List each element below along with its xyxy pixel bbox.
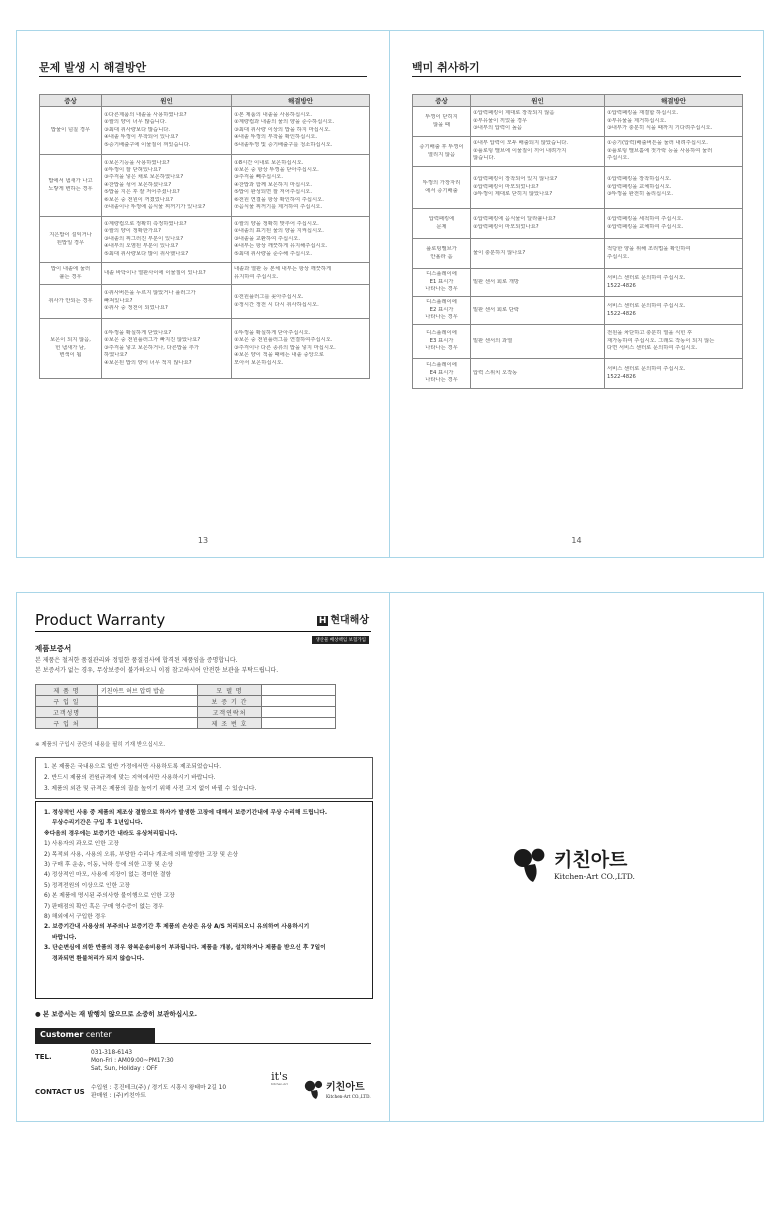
customer-contact-value[interactable]	[262, 707, 336, 718]
serial-number-label: 제 조 번 호	[198, 718, 262, 729]
cell-line: 밥이 내솥에 눌러	[50, 266, 91, 273]
cell-line: ③내부의 압력이 높음	[473, 125, 523, 132]
symptom-cell	[40, 285, 102, 319]
cell-line: ⑤증기배출구에 이물질이 껴있습니다.	[104, 141, 191, 148]
warranty-page	[16, 592, 390, 1122]
svg-text:키친아트: 키친아트	[554, 849, 628, 871]
solution-cell	[605, 239, 743, 269]
paid-case: 4) 정상적인 마모, 사용에 지장이 없는 경미한 결함	[44, 872, 172, 879]
cell-line: ⑤최대 취사량보다 많이 취사했나요?	[104, 250, 189, 257]
cell-line: ②보온 중 전원플러그를 연결하여주십시오.	[234, 337, 333, 344]
its-logo: it's Kitchen-Art	[271, 1070, 288, 1086]
warranty-intro	[35, 656, 278, 676]
cell-line: ①내부 압력이 모두 배출되지 않았습니다.	[473, 140, 569, 147]
cell-line: 밥에서 냄새가 나고	[48, 178, 93, 185]
table-row	[413, 137, 743, 167]
cell-line: ①증기(압력)배출버튼을 눌러 내려주십시오.	[607, 140, 708, 147]
cell-line: ②취사 중 정전이 되었나요?	[104, 305, 168, 312]
cell-line: ⑥전원 연결을 항상 확인하여 주십시오.	[234, 196, 324, 203]
cause-cell	[471, 107, 605, 137]
warranty-title: Product Warranty	[35, 611, 166, 629]
customer-name-label: 고객성명	[36, 707, 98, 718]
page-number: 13	[197, 536, 209, 545]
cell-line: 변색이 됨	[59, 352, 82, 359]
cell-line: ①계량컵으로 정확히 측정하였나요?	[104, 220, 187, 227]
troubleshoot-table-14	[412, 94, 743, 389]
kitchen-art-logo	[512, 843, 652, 889]
solution-cell	[605, 167, 743, 209]
cell-line: E3 표시가	[429, 337, 454, 344]
cell-line: 디스플레이에	[426, 330, 457, 337]
cause-cell	[471, 325, 605, 359]
insurer-subtitle: 생산물 배상책임 보험가입	[312, 636, 369, 644]
cell-line: ③주걱이나 다른 종류의 밥을 넣지 마십시오.	[234, 344, 336, 351]
warranty-terms-box	[35, 801, 373, 999]
cell-line: 서비스 센터로 문의하여 주십시오.	[607, 366, 686, 373]
table-row	[413, 107, 743, 137]
product-name-label: 제 품 명	[36, 685, 98, 696]
cell-line: ②압력패킹을 교체하여 주십시오.	[607, 223, 684, 230]
cell-line: ④찬밥을 섞어 보온하셨나요?	[104, 181, 172, 188]
purchase-date-label: 구 입 일	[36, 696, 98, 707]
table-row	[40, 217, 370, 263]
cell-line: ②부유물을 제거하십시오.	[607, 117, 667, 124]
cell-line: 취사가 안되는 경우	[48, 297, 93, 304]
cell-line: 디스플레이에	[426, 271, 457, 278]
cell-line: 뚜껑의 가장자리	[422, 180, 461, 187]
solution-cell	[232, 107, 370, 155]
cause-cell	[471, 359, 605, 389]
solution-cell	[232, 217, 370, 263]
model-name-value[interactable]	[262, 685, 336, 696]
solution-cell	[605, 209, 743, 239]
cell-line: 다면 서비스 센터로 문의하여 주십시오.	[607, 345, 698, 352]
page-title: 백미 취사하기	[412, 61, 480, 74]
cell-line: ⑤내솥뚜껑 및 증기배출구를 청소하십시오.	[234, 141, 333, 148]
symptom-cell	[40, 319, 102, 379]
notice-item: 2. 반드시 제품의 전원규격에 맞는 지역에서만 사용하시기 바랍니다.	[44, 775, 216, 781]
cell-line: ④찬밥과 함께 보온하지 마십시오.	[234, 181, 313, 188]
header-symptom: 증상	[40, 95, 102, 107]
title-divider	[412, 76, 741, 77]
cell-line: ①취사버튼을 누르지 않았거나 플러그가	[104, 290, 196, 297]
cell-line: 밑판 센서 회로 단락	[473, 306, 519, 313]
cause-cell	[471, 137, 605, 167]
intro-line: 본 제품은 철저한 품질관리와 정밀한 품질검사에 합격된 제품임을 증명합니다.	[35, 657, 238, 664]
cell-line: 전원을 차단하고 충분히 열을 식힌 후	[607, 330, 693, 337]
cell-line: ②계량컵과 내솥의 물의 양을 준수하십시오.	[234, 119, 335, 126]
cell-line: ①본 제품의 내솥을 사용하십시오.	[234, 111, 313, 118]
cell-line: 밥물이 넘칠 경우	[50, 126, 91, 133]
cell-line: 주십시오.	[607, 155, 630, 162]
customer-name-value[interactable]	[98, 707, 198, 718]
paid-case: 2) 목적외 사용, 사용의 오류, 부당한 수리나 개조에 의해 발생한 고장 및 손상	[44, 851, 239, 858]
symptom-cell	[413, 359, 471, 389]
cell-line: 빠져있나요?	[104, 297, 133, 304]
cell-line: 문제	[436, 223, 447, 230]
notice-item: 3. 제품의 외관 및 규격은 제품의 질을 높이기 위해 사전 고지 없이 바뀔 수 있습니다.	[44, 786, 257, 792]
cell-line: ①압력패킹에 음식물이 달라붙나요?	[473, 216, 556, 223]
importer-line: 수입원 : 홍진테크(주) / 경기도 시흥시 왕태마 2길 10	[91, 1085, 227, 1091]
cell-line: E4 표시가	[429, 369, 454, 376]
insurer-logo	[312, 611, 369, 645]
cell-line: ⑦내솥이나 뚜껑에 음식물 찌꺼기가 있나요?	[104, 204, 206, 211]
cell-line: ④내솥 뚜껑이 부착되어 있나요?	[104, 134, 179, 141]
cc-divider	[35, 1043, 371, 1044]
cell-line: ①압력패킹이 장착되어 있지 않나요?	[473, 176, 558, 183]
symptom-cell	[413, 167, 471, 209]
symptom-cell	[413, 107, 471, 137]
manual-page-14	[390, 30, 764, 558]
cell-line: E1 표시가	[429, 278, 454, 285]
cell-line: ③뚜껑을 완전히 돌리십시오.	[607, 191, 674, 198]
kitchen-art-logo-small	[303, 1077, 379, 1105]
table-row	[413, 167, 743, 209]
cell-line: ④내부는 항상 깨끗하게 유지해주십시오.	[234, 243, 328, 250]
cause-cell	[102, 217, 232, 263]
cause-cell	[102, 263, 232, 285]
cause-cell	[471, 297, 605, 325]
cell-line: 압력패킹에	[428, 216, 455, 223]
cell-line: ④내부의 오염된 부분이 있나요?	[104, 243, 179, 250]
table-row	[40, 263, 370, 285]
cell-line: 모아서 보온하십시오.	[234, 359, 284, 366]
cc-bold: Customer	[40, 1030, 84, 1039]
cell-line: ⑥보온 중 전원이 꺼졌었나요?	[104, 196, 173, 203]
tel-offdays: Sat, Sun, Holiday : OFF	[91, 1065, 158, 1072]
keep-note: ● 본 보증서는 재 발행치 않으므로 소중히 보관하십시오.	[35, 1010, 198, 1018]
cell-line: ②부유물이 끼었을 경우	[473, 117, 528, 124]
cell-line: ③주걱을 넣고 보온하거나, 다른밥을 추가	[104, 344, 200, 351]
warranty-period-value[interactable]	[262, 696, 336, 707]
header-solution: 해결방안	[605, 95, 743, 107]
tel-hours: Mon-Fri : AM09:00~PM17:30	[91, 1057, 174, 1064]
symptom-cell	[413, 137, 471, 167]
cell-line: 물이 충분하지 않나요?	[473, 249, 526, 256]
cell-line: 나타나는 경우	[425, 377, 458, 384]
table-row	[413, 239, 743, 269]
fill-in-note: ※ 제품의 구입시 공란의 내용을 필히 기재 받으십시오.	[35, 742, 166, 748]
table-row	[413, 209, 743, 239]
tel-number[interactable]: 031-318-6143	[91, 1050, 133, 1056]
cause-cell	[471, 269, 605, 297]
cell-line: 하였나요?	[104, 352, 128, 359]
cell-line: 주십시오.	[607, 253, 630, 260]
cell-line: ①압력패킹을 장착하십시오.	[607, 176, 672, 183]
cell-line: ④보온 양이 적을 때에는 내솥 중앙으로	[234, 352, 324, 359]
cell-line: ②플로팅 밸브홀에 젓가락 등을 사용하여 눌러	[607, 147, 713, 154]
solution-cell	[605, 137, 743, 167]
table-row	[413, 325, 743, 359]
cell-line: 지은밥이 설익거나	[49, 232, 92, 239]
store-label: 구 입 처	[36, 718, 98, 729]
warranty-period-label: 보 증 기 간	[198, 696, 262, 707]
cell-line: ②쌀의 양이 너무 많습니다.	[104, 119, 167, 126]
purchase-date-value[interactable]	[98, 696, 198, 707]
title-divider	[35, 631, 371, 632]
table-row	[40, 155, 370, 217]
insurer-mark: H	[318, 616, 327, 626]
cell-line: 에서 증기배출	[425, 187, 458, 194]
cause-cell	[471, 209, 605, 239]
cell-line: 증기배출 후 뚜껑이	[419, 144, 464, 151]
symptom-cell	[40, 107, 102, 155]
table-row	[413, 269, 743, 297]
cell-line: ⑤밥을 지은 후 잘 저어주셨나요?	[104, 189, 180, 196]
symptom-cell	[413, 209, 471, 239]
cell-line: ②플로팅 밸브에 이물질이 끼어 내려가지	[473, 147, 567, 154]
cell-line: 붙는 경우	[59, 273, 82, 280]
symptom-cell	[40, 217, 102, 263]
paid-case: 5) 정격전원의 이상으로 인한 고장	[44, 882, 131, 889]
cell-line: ①압력패킹을 재결합 하십시오.	[607, 110, 679, 117]
cell-line: ⑦음식물 찌꺼기를 제거하여 주십시오.	[234, 204, 323, 211]
back-cover-page	[390, 592, 764, 1122]
insurer-name: 현대해상	[330, 615, 369, 626]
cell-line: 안올라 옴	[430, 253, 453, 260]
table-row	[40, 107, 370, 155]
cause-cell	[471, 167, 605, 209]
manual-page-13	[16, 30, 390, 558]
term-2-cont: 바랍니다.	[52, 934, 77, 941]
solution-cell	[605, 107, 743, 137]
cell-line: 내솥 바닥이나 열판사이에 이물질이 있나요?	[104, 269, 206, 276]
cell-line: ②압력패킹이 마모되었나요?	[473, 183, 539, 190]
header-solution: 해결방안	[232, 95, 370, 107]
solution-cell	[605, 297, 743, 325]
symptom-cell	[40, 155, 102, 217]
cell-line: 재가동하여 주십시오. 그래도 작동이 되지 않는	[607, 337, 715, 344]
cell-line: ②정시간 정전 시 다시 취사하십시오.	[234, 301, 319, 308]
cell-line: 유지하여 주십시오.	[234, 273, 279, 280]
cell-line: 보온이 되지 않음,	[50, 337, 91, 344]
cell-line: ①보온기능을 사용하였나요?	[104, 159, 170, 166]
symptom-cell	[413, 325, 471, 359]
cause-cell	[102, 285, 232, 319]
table-row	[413, 359, 743, 389]
cell-line: ③최대 취사량 이상의 밥을 하지 마십시오.	[234, 126, 331, 133]
warranty-subtitle: 제품보증서	[35, 644, 72, 653]
cell-line: 플로팅밸브가	[426, 246, 457, 253]
paid-case: 7) 판매점의 확인 혹은 구매 영수증이 없는 경우	[44, 903, 164, 910]
cell-line: ①압력패킹을 세척하여 주십시오.	[607, 216, 684, 223]
cell-line: 나타나는 경우	[425, 314, 458, 321]
contact-info	[91, 1085, 226, 1101]
cell-line: ①뚜껑을 확실하게 닫아주십시오.	[234, 329, 311, 336]
cell-line: 압력 스위치 오작동	[473, 369, 518, 376]
svg-text:Kitchen-Art CO.,LTD.: Kitchen-Art CO.,LTD.	[554, 872, 635, 881]
cell-line: ④보온된 밥의 양이 너무 적지 않나요?	[104, 359, 192, 366]
cause-cell	[102, 319, 232, 379]
cell-line: ③주걱을 빼주십시오.	[234, 174, 284, 181]
term-1: 1. 정상적인 사용 중 제품의 제조상 결함으로 하자가 발생한 고장에 대해서 보증기간내에 무상 수리해 드립니다.	[44, 810, 328, 816]
tel-label: TEL.	[35, 1053, 52, 1061]
cell-line: ③내솥을 교환하여 주십시오.	[234, 235, 301, 242]
cell-line: E2 표시가	[429, 306, 454, 313]
cell-line: ①전원플러그를 꽂아주십시오.	[234, 294, 304, 301]
cell-line: ③내솥의 찌그러진 부분이 있나요?	[104, 235, 184, 242]
cell-line: 나타나는 경우	[425, 345, 458, 352]
cell-line: 헌 냄새가 남,	[55, 344, 86, 351]
title-divider	[39, 76, 367, 77]
cell-line: 적당한 양을 위해 조리법을 확인하여	[607, 246, 691, 253]
table-row	[40, 285, 370, 319]
cell-line: 1522-4826	[607, 282, 636, 289]
cell-line: ①뚜껑을 확실하게 닫았나요?	[104, 329, 172, 336]
svg-text:Kitchen-Art CO.,LTD.: Kitchen-Art CO.,LTD.	[326, 1094, 371, 1099]
solution-cell	[605, 359, 743, 389]
cell-line: ②쌀의 양이 정확한가요?	[104, 228, 161, 235]
cell-line: 않습니다.	[473, 155, 496, 162]
header-symptom: 증상	[413, 95, 471, 107]
warranty-info-table	[35, 684, 336, 729]
cell-line: 디스플레이에	[426, 362, 457, 369]
cell-line: 1522-4826	[607, 310, 636, 317]
cell-line: ①다른제품의 내솥을 사용하였나요?	[104, 111, 187, 118]
paid-case: 6) 본 제품에 명시된 주의사항 불이행으로 인한 고장	[44, 893, 175, 900]
customer-center-banner	[35, 1028, 155, 1043]
cause-cell	[471, 239, 605, 269]
solution-cell	[232, 319, 370, 379]
cell-line: ①쌀의 양을 정확히 맞추어 주십시오.	[234, 220, 319, 227]
cc-light: center	[83, 1030, 112, 1039]
product-name-value: 키친아트 허브 압력 밥솥	[98, 685, 198, 696]
cell-line: 서비스 센터로 문의하여 주십시오.	[607, 275, 686, 282]
symptom-cell	[413, 297, 471, 325]
cell-line: ②압력패킹을 교체하십시오.	[607, 183, 672, 190]
cell-line: 디스플레이에	[426, 299, 457, 306]
symptom-cell	[413, 269, 471, 297]
cell-line: ②뚜껑이 잘 닫혀있나요?	[104, 166, 161, 173]
cell-line: ⑤최대 취사량을 준수해 주십시오.	[234, 250, 313, 257]
intro-line: 본 보증서가 없는 경우, 무상보증이 불가하오니 이점 참고하시어 안전한 보관을 부탁드립니다.	[35, 667, 279, 674]
svg-text:키친아트: 키친아트	[326, 1082, 365, 1093]
cell-line: ①8시간 이내로 보온하십시오.	[234, 159, 304, 166]
cell-line: ⑤밥이 완성되면 잘 저어주십시오.	[234, 189, 313, 196]
notice-box	[35, 757, 373, 799]
serial-number-value[interactable]	[262, 718, 336, 729]
customer-contact-label: 고객연락처	[198, 707, 262, 718]
solution-cell	[232, 285, 370, 319]
symptom-cell	[40, 263, 102, 285]
cell-line: 노랗게 변하는 경우	[48, 185, 93, 192]
cell-line: ③뚜껑이 제대로 닫히지 않았나요?	[473, 191, 553, 198]
cell-line: ②보온 중 항상 뚜껑을 닫아주십시오.	[234, 166, 319, 173]
cell-line: 서비스 센터로 문의하여 주십시오.	[607, 303, 686, 310]
solution-cell	[232, 263, 370, 285]
troubleshoot-table-13	[39, 94, 370, 379]
cell-line: ④내솥 뚜껑의 부착을 확인하십시오.	[234, 134, 318, 141]
table-body-14	[413, 107, 743, 389]
seller-line: 판매원 : (주)키친아트	[91, 1092, 146, 1099]
paid-case: 3) 구매 후 운송, 이동, 낙하 등에 의한 고장 및 손상	[44, 862, 173, 869]
cell-line: ②보온 중 전원플러그가 빠지진 않았나요?	[104, 337, 201, 344]
term-3: 3. 단순변심에 의한 반품의 경우 왕복운송비용이 부과됩니다. 제품을 개봉, 설치하거나 제품을 받으신 후 7일이	[44, 945, 326, 952]
cell-line: ③최대 취사량보다 많습니다.	[104, 126, 171, 133]
cell-line: ③내부가 충분히 식을 때까지 기다려주십시오.	[607, 125, 713, 132]
cell-line: 밑판 센서 회로 개방	[473, 278, 519, 285]
store-value[interactable]	[98, 718, 198, 729]
cell-line: 된밥일 경우	[56, 239, 85, 246]
cell-line: ②내솥의 표기된 물의 양을 지켜십시오.	[234, 228, 324, 235]
table-row	[40, 319, 370, 379]
term-1-period: 무상수리기간은 구입 후 1년입니다.	[52, 820, 143, 827]
solution-cell	[605, 325, 743, 359]
table-body-13	[40, 107, 370, 379]
symptom-cell	[413, 239, 471, 269]
term-2: 2. 보증기간내 사용상의 부주의나 보증기간 후 제품의 손상은 유상 A/S 처리되오니 유의하여 사용하시기	[44, 924, 310, 931]
cause-cell	[102, 107, 232, 155]
cell-line: ①압력패킹이 제대로 장착되지 않음	[473, 110, 555, 117]
paid-case: 8) 해외에서 구입한 경우	[44, 914, 106, 921]
cell-line: ②압력패킹이 마모되었나요?	[473, 223, 539, 230]
term-3-cont: 경과되면 환불처리가 되지 않습니다.	[52, 955, 145, 962]
cell-line: 내솥과 열판 등 본체 내부는 항상 깨끗하게	[234, 266, 332, 273]
contact-label: CONTACT US	[35, 1088, 85, 1096]
model-name-label: 모 델 명	[198, 685, 262, 696]
solution-cell	[232, 155, 370, 217]
cell-line: 나타나는 경우	[425, 286, 458, 293]
page-number: 14	[571, 536, 582, 545]
solution-cell	[605, 269, 743, 297]
cell-line: 밑판 센서의 과열	[473, 337, 513, 344]
cause-cell	[102, 155, 232, 217]
paid-case: 1) 사용자의 과오로 인한 고장	[44, 841, 119, 848]
term-1-paid-cases: ※다음의 경우에는 보증기간 내라도 유상처리됩니다.	[44, 830, 178, 837]
notice-item: 1. 본 제품은 국내용으로 일반 가정에서만 사용하도록 제조되었습니다.	[44, 764, 222, 770]
cell-line: 열리지 않음	[427, 151, 456, 158]
cell-line: 않을 때	[432, 121, 451, 128]
table-row	[413, 297, 743, 325]
header-cause: 원인	[471, 95, 605, 107]
page-title: 문제 발생 시 해결방안	[39, 61, 147, 74]
tel-info	[91, 1050, 174, 1073]
cell-line: 뚜껑이 닫히지	[425, 114, 458, 121]
header-cause: 원인	[102, 95, 232, 107]
cell-line: 1522-4826	[607, 373, 636, 380]
cell-line: ③주걱을 넣은 채로 보온하였나요?	[104, 174, 184, 181]
